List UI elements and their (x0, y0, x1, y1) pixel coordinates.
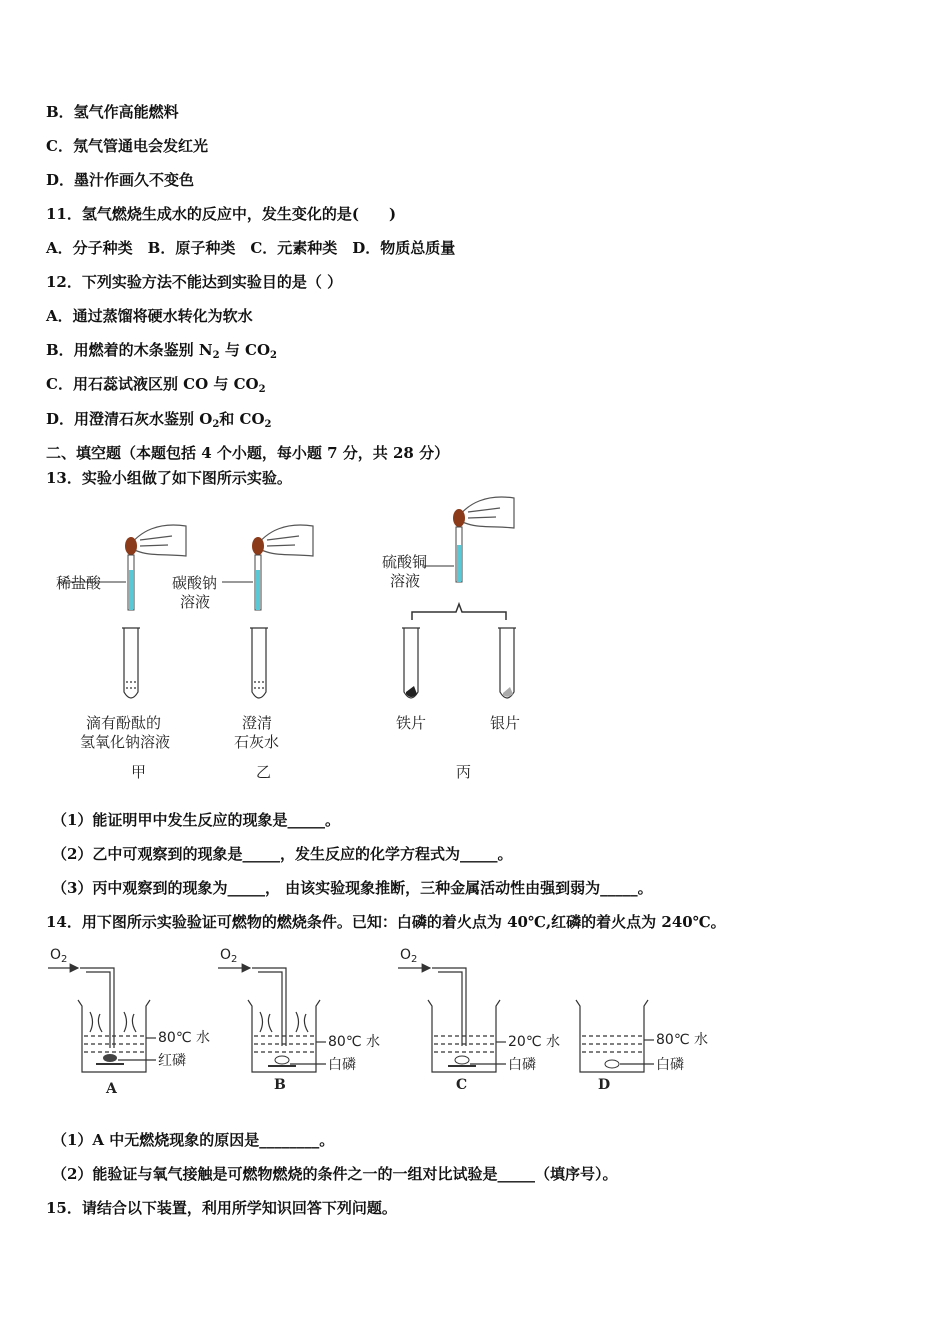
dropper-bulb (453, 509, 465, 527)
label-na2co3-2: 溶液 (180, 593, 211, 611)
dropper-tube (255, 555, 261, 610)
q14-part-1: （1）A 中无燃烧现象的原因是________。 (52, 1131, 335, 1149)
beaker-d (576, 1000, 654, 1072)
label-cuso4-1: 硫酸铜 (382, 553, 428, 571)
label-tube-yi-1: 澄清 (242, 714, 273, 732)
q12-option-b: B．用燃着的木条鉴别 $N_2$ 与 $CO_2$ (46, 341, 278, 361)
water-label-b: 80℃ 水 (328, 1034, 380, 1050)
q13-stem: 13．实验小组做了如下图所示实验。 (46, 469, 292, 487)
beaker-name-c: C (456, 1077, 468, 1093)
section-2-heading: 二、填空题（本题包括 4 个小题，每小题 7 分，共 28 分） (46, 444, 450, 462)
dropper-tube (456, 527, 462, 582)
water-label-c: 20℃ 水 (508, 1034, 560, 1050)
label-silver: 银片 (490, 714, 521, 732)
label-tube-jia-1: 滴有酚酞的 (86, 714, 162, 732)
q12-option-a: A．通过蒸馏将硬水转化为软水 (46, 307, 253, 325)
white-phosphorus (605, 1060, 619, 1068)
water-label-a: 80℃ 水 (158, 1030, 210, 1046)
q13-part-2: （2）乙中可观察到的现象是_____，发生反应的化学方程式为_____。 (52, 845, 513, 863)
label-iron: 铁片 (396, 714, 427, 732)
beaker-b (218, 968, 326, 1072)
beaker-a (48, 968, 156, 1072)
dropper-bulb (125, 537, 137, 555)
solid-label-c: 白磷 (508, 1057, 536, 1073)
test-tube-iron (402, 628, 420, 698)
solid-label-a: 红磷 (158, 1053, 186, 1069)
q12-option-d: D．用澄清石灰水鉴别 $O_2$和 $CO_2$ (46, 410, 272, 430)
beaker-c (398, 968, 506, 1072)
q14-stem: 14．用下图所示实验验证可燃物的燃烧条件。已知：白磷的着火点为 40℃,红磷的着火点为 240℃。 (46, 913, 726, 931)
label-dilute-hcl: 稀盐酸 (56, 574, 102, 592)
water-label-d: 80℃ 水 (656, 1032, 708, 1048)
white-phosphorus (455, 1056, 469, 1064)
q15-stem: 15．请结合以下装置，利用所学知识回答下列问题。 (46, 1199, 397, 1217)
test-tube-silver (498, 628, 516, 698)
white-phosphorus (275, 1056, 289, 1064)
solid-label-d: 白磷 (656, 1057, 684, 1073)
o2-label-c: $O_2$ (400, 947, 418, 965)
dropper-tube (128, 555, 134, 610)
label-tube-yi-2: 石灰水 (234, 733, 280, 751)
beaker-name-d: D (598, 1077, 611, 1093)
q12-stem: 12．下列实验方法不能达到实验目的是（ ） (46, 273, 343, 291)
label-yi: 乙 (256, 763, 272, 781)
label-na2co3-1: 碳酸钠 (172, 574, 218, 592)
beaker-name-b: B (274, 1077, 286, 1093)
iron-piece (406, 686, 417, 697)
q13-part-1: （1）能证明甲中发生反应的现象是_____。 (52, 811, 340, 829)
red-phosphorus (103, 1054, 117, 1062)
dropper-bulb (252, 537, 264, 555)
o2-label-b: $O_2$ (220, 947, 238, 965)
q10-option-c: C．氖气管通电会发红光 (46, 137, 208, 155)
q12-option-c: C．用石蕊试液区别 CO 与 $CO_2$ (46, 375, 266, 395)
hand-icon (128, 525, 186, 556)
hand-icon (456, 497, 514, 528)
label-jia: 甲 (131, 763, 147, 781)
q14-part-2: （2）能验证与氧气接触是可燃物燃烧的条件之一的一组对比试验是_____（填序号）。 (52, 1165, 618, 1183)
hand-icon (255, 525, 313, 556)
q11-stem: 11．氢气燃烧生成水的反应中，发生变化的是( ) (46, 205, 397, 223)
label-tube-jia-2: 氢氧化钠溶液 (80, 733, 171, 751)
label-cuso4-2: 溶液 (390, 572, 421, 590)
q10-option-b: B．氢气作高能燃料 (46, 103, 179, 121)
q13-part-3: （3）丙中观察到的现象为_____， 由该实验现象推断，三种金属活动性由强到弱为_____。 (52, 879, 653, 897)
solid-label-b: 白磷 (328, 1057, 356, 1073)
test-tube-yi (250, 628, 268, 698)
q11-options: A．分子种类 B．原子种类 C．元素种类 D．物质总质量 (46, 239, 456, 257)
beaker-name-a: A (106, 1081, 117, 1097)
test-tube-jia (122, 628, 140, 698)
o2-label-a: $O_2$ (50, 947, 68, 965)
silver-piece (503, 687, 513, 697)
q10-option-d: D．墨汁作画久不变色 (46, 171, 195, 189)
label-bing: 丙 (456, 763, 472, 781)
brace (412, 604, 506, 620)
